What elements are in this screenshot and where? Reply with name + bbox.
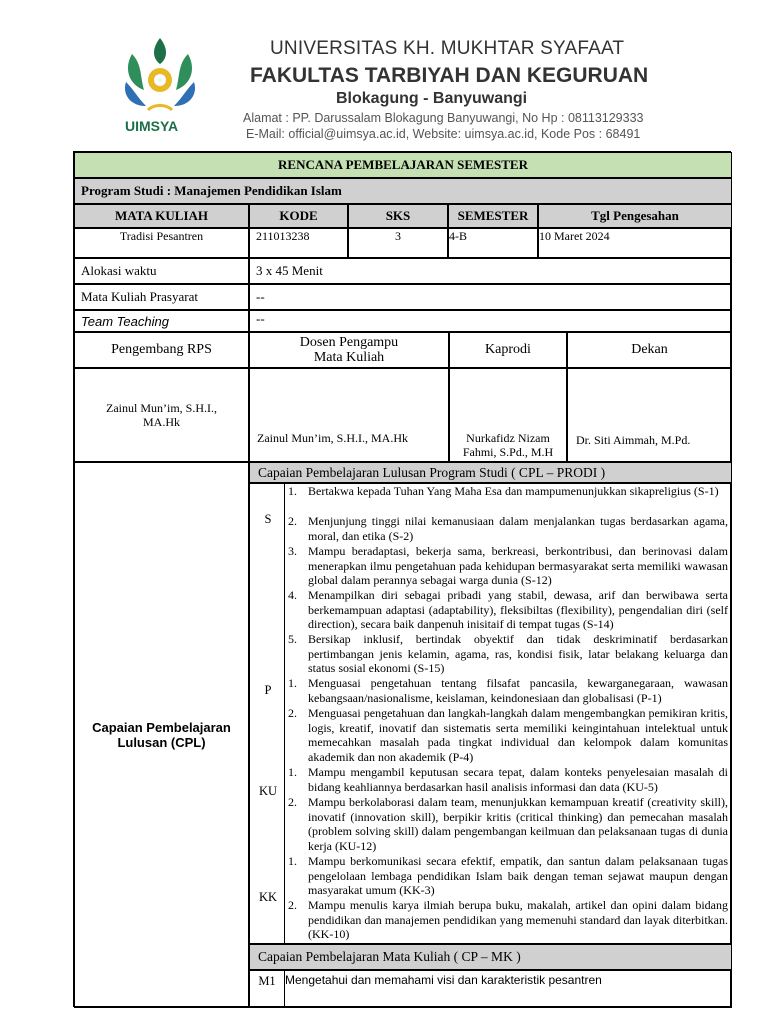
cpl-list [285,483,732,944]
cpl-code-ku: KU [258,784,278,798]
prasyarat-label: Mata Kuliah Prasyarat [74,284,249,310]
course-semester: 4-B [448,228,538,258]
rps-title: RENCANA PEMBELAJARAN SEMESTER [74,152,732,178]
cpl-codes [249,483,285,944]
location: Blokagung - Banyuwangi [336,90,528,107]
name-dekan: Dr. Siti Aimmah, M.Pd. [567,368,732,462]
role-kaprodi: Kaprodi [449,332,567,368]
cpl-item: 2. Menjunjung tinggi nilai kemanusiaan dalam menjalankan tugas berdasarkan agama, moral, dan etika (S-2) [288,514,728,543]
course-sks: 3 [348,228,448,258]
cpl-item: 1. Mampu berkomunikasi secara efektif, empatik, dan santun dalam pelaksanaan tugas pengelolaan lembaga pendidikan Islam baik dengan teman sejawat maupun dengan masyarakat umum (KK-3) [288,854,728,897]
cpl-item: 2. Mampu menulis karya ilmiah berupa buku, makalah, artikel dan opini dalam bidang pendidikan dan manajemen pendidikan yang memenuhi standard dan layak diterbitkan. (KK-10) [288,898,728,941]
name-pengembang: Zainul Mun’im, S.H.I., MA.Hk [74,368,249,462]
cpl-item: 2. Menguasai pengetahuan dan langkah-langkah dalam mengembangkan pemikiran kritis, logis, kreatif, inovatif dan sistematis serta memiliki keingintahuan intelektual untuk memecahkan masalah pada tingkat individual dan kelompok dalam komunitas akademik dan non akademik (P-4) [288,706,728,764]
brand-text: UIMSYA [125,118,179,134]
university-name: UNIVERSITAS KH. MUKHTAR SYAFAAT [270,38,625,59]
role-pengembang: Pengembang RPS [74,332,249,368]
cpmk-code: M1 [249,970,285,1008]
col-kode: KODE [249,204,348,228]
col-mata-kuliah: MATA KULIAH [74,204,249,228]
course-name: Tradisi Pesantren [74,228,249,258]
cpmk-text: Mengetahui dan memahami visi dan karakteristik pesantren [285,970,732,1008]
team-teaching-value: -- [249,310,732,332]
cpl-item: 4. Menampilkan diri sebagai pribadi yang stabil, dewasa, arif dan berwibawa serta berkemampuan adaptasi (adaptability), fleksibiltas (flexibility), pengendalian diri (self direction), secara baik danpenuh inisitaif di tempat tugas (S-14) [288,588,728,631]
course-date: 10 Maret 2024 [538,228,732,258]
name-kaprodi: Nurkafidz Nizam Fahmi, S.Pd., M.H [449,368,567,462]
name-dosen: Zainul Mun’im, S.H.I., MA.Hk [249,368,449,462]
faculty-name: FAKULTAS TARBIYAH DAN KEGURUAN [250,64,649,87]
cpmk-heading: Capaian Pembelajaran Mata Kuliah ( CP – MK ) [249,944,732,970]
course-code: 211013238 [249,228,348,258]
prasyarat-value: -- [249,284,732,310]
cpl-item: 2. Mampu berkolaborasi dalam team, menunjukkan kemampuan kreatif (creativity skill), inovatif (innovation skill), berpikir kritis (critical thinking) dan pemecahan masalah (problem solving skill) dalam pengembangan keilmuan dan pelaksanaan tugas di dunia kerja (KU-12) [288,795,728,853]
col-semester: SEMESTER [448,204,538,228]
letterhead [0,0,768,150]
cpl-code-s: S [264,512,272,526]
cpl-code-kk: KK [258,890,278,904]
cpl-item: 1. Bertakwa kepada Tuhan Yang Maha Esa dan mampumenunjukkan sikapreligius (S-1) [288,484,719,498]
cpl-heading: Capaian Pembelajaran Lulusan Program Studi ( CPL – PRODI ) [249,462,732,483]
cpl-code-p: P [264,683,272,697]
cpl-item: 1. Menguasai pengetahuan tentang filsafat pancasila, kewarganegaraan, wawasan kebangsaan/nasionalisme, keislaman, keindonesiaan dan globalisasi (P-1) [288,676,728,705]
contact-info: E-Mail: official@uimsya.ac.id, Website: uimsya.ac.id, Kode Pos : 68491 [246,127,641,141]
rps-table [73,151,731,1007]
team-teaching-label: Team Teaching [74,310,249,332]
role-dekan: Dekan [567,332,732,368]
cpl-item: 1. Mampu mengambil keputusan secara tepat, dalam konteks penyelesaian masalah di bidang keahliannya berdasarkan hasil analisis informasi dan data (KU-5) [288,765,728,794]
col-tgl-pengesahan: Tgl Pengesahan [538,204,732,228]
program-studi: Program Studi : Manajemen Pendidikan Islam [74,178,732,204]
cpl-label: Capaian Pembelajaran Lulusan (CPL) [74,462,249,1008]
col-sks: SKS [348,204,448,228]
cpl-item: 3. Mampu beradaptasi, bekerja sama, berkreasi, berkontribusi, dan berinovasi dalam menerapkan ilmu pengetahuan pada kehidupan bermasyarakat serta memiliki wawasan global dalam perannya sebagai warga dunia (S-12) [288,544,728,587]
cpl-item: 5. Bersikap inklusif, bertindak obyektif dan tidak deskriminatif berdasarkan pertimbangan jenis kelamin, agama, ras, kondisi fisik, latar belakang keluarga dan status sosial ekonomi (S-15) [288,632,728,675]
address: Alamat : PP. Darussalam Blokagung Banyuwangi, No Hp : 08113129333 [243,111,644,125]
alokasi-label: Alokasi waktu [74,258,249,284]
role-dosen: Dosen Pengampu Mata Kuliah [249,332,449,368]
alokasi-value: 3 x 45 Menit [249,258,732,284]
